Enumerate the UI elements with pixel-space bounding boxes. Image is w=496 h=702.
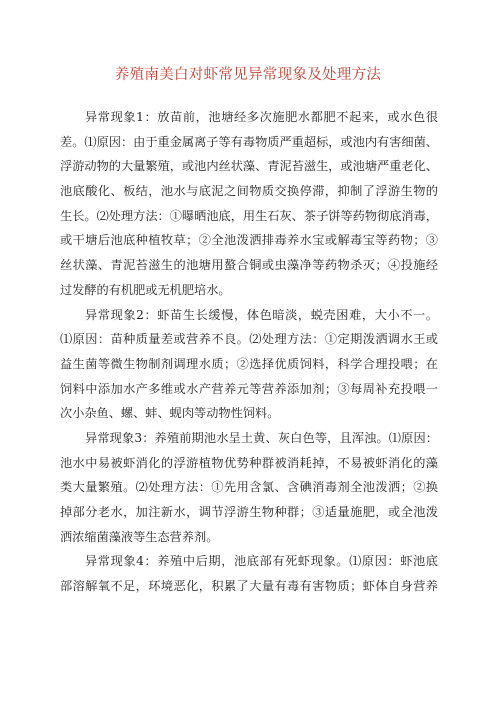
body-text-line: 部溶解氧不足，环境恶化，积累了大量有毒有害物质；虾体自身营养: [60, 579, 438, 594]
body-text-line: 饲料中添加水产多维或水产营养元等营养添加剂；③每周补充投喂一: [60, 381, 438, 396]
body-text-line: 差。⑴原因：由于重金属离子等有毒物质严重超标，或池内有害细菌、: [60, 134, 438, 149]
body-text-line: 丝状藻、青泥苔滋生的池塘用螯合铜或虫藻净等药物杀灭；④投施经: [60, 258, 438, 273]
body-text-line: 洒浓缩菌藻液等生态营养剂。: [60, 529, 219, 544]
body-text-line: 池水中易被虾消化的浮游植物优势种群被消耗掉，不易被虾消化的藻: [60, 455, 438, 470]
body-text-line: 异常现象2：虾苗生长缓慢，体色暗淡，蜕壳困难，大小不一。: [85, 307, 438, 322]
body-text-line: 生长。⑵处理方法：①曝晒池底，用生石灰、茶子饼等药物彻底消毒，: [60, 208, 438, 223]
body-text-line: 掉部分老水，加注新水，调节浮游生物种群；③适量施肥，或全池泼: [60, 505, 438, 519]
document-title: 养殖南美白对虾常见异常现象及处理方法: [114, 67, 382, 83]
body-text-line: 浮游动物的大量繁殖，或池内丝状藻、青泥苔滋生，或池塘严重老化、: [60, 159, 438, 174]
body-text-line: 异常现象3：养殖前期池水呈土黄、灰白色等，且浑浊。⑴原因：: [85, 430, 438, 445]
body-text-line: ⑴原因：苗种质量差或营养不良。⑵处理方法：①定期泼洒调水王或: [60, 332, 438, 347]
body-text-line: 池底酸化、板结，池水与底泥之间物质交换停滞，抑制了浮游生物的: [60, 184, 438, 199]
body-text-line: 类大量繁殖。⑵处理方法：①先用含氯、含碘消毒剂全池泼洒；②换: [60, 480, 438, 495]
body-text-line: 次小杂鱼、螺、蚌、蚬肉等动物性饲料。: [60, 406, 280, 421]
body-text-line: 过发酵的有机肥或无机肥培水。: [60, 282, 231, 297]
body-text-line: 异常现象1：放苗前，池塘经多次施肥水都肥不起来，或水色很: [85, 110, 438, 124]
body-text-line: 异常现象4：养殖中后期，池底部有死虾现象。⑴原因：虾池底: [85, 554, 438, 569]
body-text-line: 益生菌等微生物制剂调理水质；②选择优质饲料，科学合理投喂；在: [60, 356, 438, 371]
body-text-line: 或干塘后池底种植牧草；②全池泼洒排毒养水宝或解毒宝等药物；③: [60, 233, 438, 248]
document-body: [60, 105, 438, 599]
